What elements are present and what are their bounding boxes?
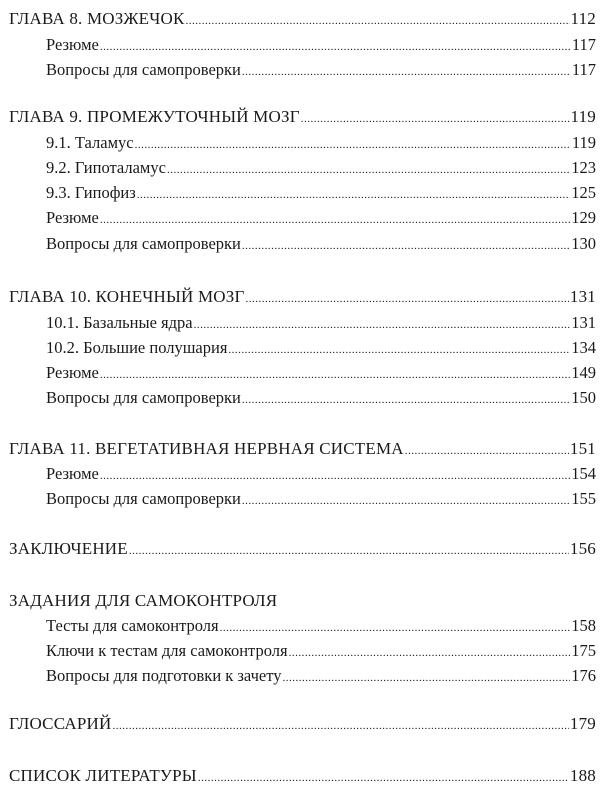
toc-entry-page: 158 <box>571 616 596 635</box>
toc-entry-chapter-9[interactable] <box>9 105 596 129</box>
toc-entry-chapter-11[interactable] <box>9 437 596 461</box>
dot-leader <box>242 234 570 258</box>
toc-entry-ch11-questions[interactable] <box>46 487 596 511</box>
toc-entry-title: 9.3. Гипофиз <box>46 183 136 202</box>
toc-entry-page: 129 <box>571 208 596 227</box>
dot-leader <box>100 35 571 59</box>
dot-leader <box>198 766 569 790</box>
toc-entry-title: 9.2. Гипоталамус <box>46 158 166 177</box>
toc-entry-page: 151 <box>569 439 596 458</box>
toc-entry-title: ГЛОССАРИЙ <box>9 714 112 733</box>
toc-entry-exam-questions[interactable] <box>46 664 596 688</box>
dot-leader <box>135 133 571 157</box>
toc-entry-page: 134 <box>571 338 596 357</box>
dot-leader <box>220 616 571 640</box>
toc-entry-page: 179 <box>569 714 596 733</box>
toc-entry-title: Вопросы для самопроверки <box>46 234 241 253</box>
dot-leader <box>289 641 571 665</box>
toc-heading-self-control-tasks: ЗАДАНИЯ ДЛЯ САМОКОНТРОЛЯ <box>9 591 278 610</box>
toc-entry-page: 119 <box>571 133 596 152</box>
toc-entry-9-2[interactable] <box>46 156 596 180</box>
toc-entry-page: 176 <box>571 666 596 685</box>
toc-entry-page: 112 <box>570 9 596 28</box>
dot-leader <box>242 388 570 412</box>
toc-entry-test-keys[interactable] <box>46 639 596 663</box>
toc-entry-chapter-8[interactable] <box>9 7 596 31</box>
toc-entry-ch8-questions[interactable] <box>46 58 596 82</box>
toc-entry-title: Вопросы для самопроверки <box>46 60 241 79</box>
toc-entry-page: 130 <box>571 234 596 253</box>
toc-entry-page: 119 <box>570 107 596 126</box>
dot-leader <box>242 489 570 513</box>
dot-leader <box>100 464 570 488</box>
toc-entry-title: Резюме <box>46 208 99 227</box>
toc-entry-conclusion[interactable] <box>9 537 596 561</box>
toc-entry-title: ЗАКЛЮЧЕНИЕ <box>9 539 128 558</box>
dot-leader <box>112 714 568 738</box>
toc-entry-title: СПИСОК ЛИТЕРАТУРЫ <box>9 766 197 785</box>
toc-entry-page: 188 <box>569 766 596 785</box>
dot-leader <box>405 439 569 463</box>
toc-entry-self-tests[interactable] <box>46 614 596 638</box>
toc-entry-page: 154 <box>571 464 596 483</box>
toc-entry-ch9-questions[interactable] <box>46 232 596 256</box>
dot-leader <box>246 287 569 311</box>
dot-leader <box>301 107 570 131</box>
toc-entry-title: ГЛАВА 8. МОЗЖЕЧОК <box>9 9 185 28</box>
toc-entry-title: 9.1. Таламус <box>46 133 134 152</box>
toc-entry-page: 156 <box>569 539 596 558</box>
toc-entry-ch8-summary[interactable] <box>46 33 596 57</box>
toc-entry-page: 131 <box>571 313 596 332</box>
toc-entry-title: Тесты для самоконтроля <box>46 616 219 635</box>
toc-entry-ch10-questions[interactable] <box>46 386 596 410</box>
dot-leader <box>194 313 571 337</box>
toc-entry-page: 150 <box>571 388 596 407</box>
dot-leader <box>100 363 570 387</box>
dot-leader <box>282 666 570 690</box>
toc-entry-10-2[interactable] <box>46 336 596 360</box>
toc-entry-title: ГЛАВА 11. ВЕГЕТАТИВНАЯ НЕРВНАЯ СИСТЕМА <box>9 439 404 458</box>
toc-entry-title: Резюме <box>46 464 99 483</box>
toc-entry-9-3[interactable] <box>46 181 596 205</box>
toc-entry-page: 117 <box>571 60 596 79</box>
toc-entry-ch9-summary[interactable] <box>46 206 596 230</box>
dot-leader <box>137 183 571 207</box>
toc-entry-glossary[interactable] <box>9 712 596 736</box>
toc-entry-references[interactable] <box>9 764 596 788</box>
toc-entry-page: 149 <box>571 363 596 382</box>
toc-entry-page: 175 <box>571 641 596 660</box>
toc-entry-ch10-summary[interactable] <box>46 361 596 385</box>
toc-entry-title: 10.1. Базальные ядра <box>46 313 193 332</box>
toc-entry-page: 123 <box>571 158 596 177</box>
toc-entry-title: Вопросы для самопроверки <box>46 388 241 407</box>
toc-entry-page: 117 <box>571 35 596 54</box>
toc-entry-title: Ключи к тестам для самоконтроля <box>46 641 288 660</box>
toc-entry-title: Резюме <box>46 35 99 54</box>
toc-entry-page: 131 <box>569 287 596 306</box>
toc-entry-page: 125 <box>571 183 596 202</box>
dot-leader <box>100 208 570 232</box>
toc-entry-10-1[interactable] <box>46 311 596 335</box>
dot-leader <box>129 539 569 563</box>
toc-entry-title: 10.2. Большие полушария <box>46 338 228 357</box>
toc-entry-title: ГЛАВА 10. КОНЕЧНЫЙ МОЗГ <box>9 287 245 306</box>
toc-entry-page: 155 <box>571 489 596 508</box>
toc-entry-chapter-10[interactable] <box>9 285 596 309</box>
toc-entry-title: Вопросы для самопроверки <box>46 489 241 508</box>
toc-entry-ch11-summary[interactable] <box>46 462 596 486</box>
toc-entry-title: ГЛАВА 9. ПРОМЕЖУТОЧНЫЙ МОЗГ <box>9 107 300 126</box>
dot-leader <box>228 338 570 362</box>
dot-leader <box>167 158 570 182</box>
dot-leader <box>242 60 571 84</box>
toc-entry-title: Вопросы для подготовки к зачету <box>46 666 282 685</box>
dot-leader <box>186 9 570 33</box>
toc-entry-9-1[interactable] <box>46 131 596 155</box>
toc-entry-title: Резюме <box>46 363 99 382</box>
